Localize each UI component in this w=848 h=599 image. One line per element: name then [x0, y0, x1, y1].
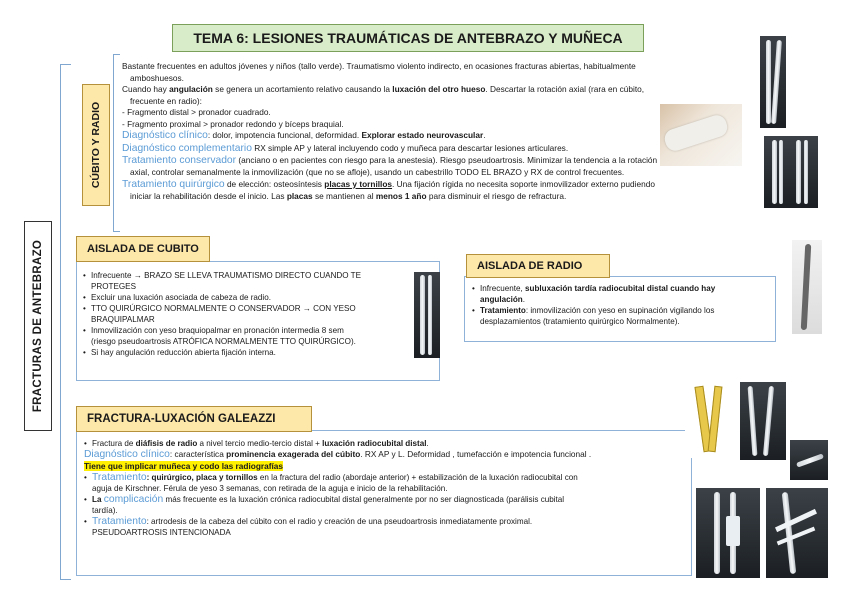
paragraph: Diagnóstico clínico: dolor, impotencia funcional, deformidad. Explorar estado neurovascular.	[122, 130, 486, 141]
cubito-radio-label-box	[82, 84, 110, 206]
paragraph: Tratamiento quirúrgico de elección: osteosíntesis placas y tornillos. Una fijación rígida no necesita soporte inmovilizador externo pudiendo	[122, 179, 655, 190]
xray-image-cubito	[414, 272, 440, 358]
galeazzi-diagram	[685, 384, 737, 458]
page-title	[172, 24, 644, 52]
xray-image-forearm-1	[760, 36, 786, 128]
paragraph: axial, controlar semanalmente la inmovilización (que no se afloje), usando un cabestrillo TODO EL BRAZO y RX de control frecuentes.	[130, 166, 625, 177]
paragraph: - Fragmento distal > pronador cuadrado.	[122, 107, 271, 117]
galeazzi-content	[84, 438, 591, 538]
list-item: • Infrecuente → BRAZO SE LLEVA TRAUMATISMO DIRECTO CUANDO TE PROTEGES	[83, 270, 361, 292]
page-title-text: TEMA 6: LESIONES TRAUMÁTICAS DE ANTEBRAZO Y MUÑECA	[193, 30, 623, 46]
paragraph: Tratamiento conservador (anciano o en pacientes con riesgo para la anestesia). Riesgo pseudoartrosis. Minimizar la tendencia a la rotación	[122, 155, 658, 166]
paragraph: Cuando hay angulación se genera un acortamiento relativo causando la luxación del otro hueso. Descartar la rotación axial (rara en cúbito,	[122, 84, 645, 94]
list-item: • Excluir una luxación asociada de cabeza de radio.	[83, 292, 361, 303]
paragraph: Diagnóstico complementario RX simple AP y lateral incluyendo codo y muñeca para descartar lesiones articulares.	[122, 142, 569, 154]
paragraph: Bastante frecuentes en adultos jóvenes y niños (tallo verde). Traumatismo violento indirecto, en ocasiones fracturas abiertas, habitualmente	[122, 61, 636, 71]
paragraph: frecuente en radio):	[130, 95, 202, 106]
side-label: FRACTURAS DE ANTEBRAZO	[32, 239, 44, 413]
main-brace	[60, 64, 71, 580]
list-item: • Fractura de diáfisis de radio a nivel tercio medio-tercio distal + luxación radiocubital distal.	[84, 438, 591, 449]
galeazzi-header: FRACTURA-LUXACIÓN GALEAZZI	[76, 406, 312, 432]
cast-photo	[660, 104, 742, 166]
list-item: • Inmovilización con yeso braquiopalmar en pronación intermedia 8 sem (riesgo pseudoartrosis ATRÓFICA NORMALMENTE TTO QUIRÚRGICO).	[83, 325, 361, 347]
xray-image-galeazzi-2	[790, 440, 828, 480]
aislada-cubito-list	[83, 270, 361, 358]
xray-image-galeazzi-4	[766, 488, 828, 578]
aislada-radio-header: AISLADA DE RADIO	[466, 254, 610, 278]
paragraph: Diagnóstico clínico: característica prominencia exagerada del cúbito. RX AP y L. Deformidad , tumefacción e impotencia funcional .	[84, 449, 592, 460]
list-item: • Tratamiento: inmovilización con yeso en supinación vigilando los desplazamientos (tratamiento quirúrgico Normalmente).	[472, 305, 715, 327]
aislada-radio-list	[472, 283, 715, 327]
list-item: • Infrecuente, subluxación tardía radiocubital distal cuando hay angulación.	[472, 283, 715, 305]
paragraph: amboshuesos.	[130, 72, 184, 83]
list-item: • TTO QUIRÚRGICO NORMALMENTE O CONSERVADOR → CON YESO BRAQUIPALMAR	[83, 303, 361, 325]
xray-image-galeazzi-3	[696, 488, 760, 578]
side-label-box	[24, 221, 52, 431]
xray-image-galeazzi-1	[740, 382, 786, 460]
list-item: • Tratamiento: artrodesis de la cabeza del cúbito con el radio y creación de una pseudoartrosis inmediatamente proximal. PSEUDOARTROSIS INTENCIONADA	[84, 516, 591, 538]
xray-image-radio	[792, 240, 822, 334]
list-item: • Si hay angulación reducción abierta fijación interna.	[83, 347, 361, 358]
paragraph	[84, 461, 591, 473]
paragraph: - Fragmento proximal > pronador redondo y bíceps braquial.	[122, 118, 344, 129]
paragraph: iniciar la rehabilitación desde el inicio. Las placas se mantienen al menos 1 año para disminuir el riesgo de refractura.	[130, 190, 567, 201]
aislada-cubito-header: AISLADA DE CUBITO	[76, 236, 210, 262]
xray-image-forearm-2	[764, 136, 818, 208]
list-item: • Tratamiento: quirúrgico, placa y tornillos en la fractura del radio (abordaje anterior) + estabilización de la luxación radiocubital con aguja de Kirschner. Férula de yeso 3 semanas, con retirada de la aguja e inicio de la rehabilitación.	[84, 472, 591, 494]
cubito-brace	[113, 54, 120, 232]
highlighted-note: Tiene que implicar muñeca y codo las radiografías	[84, 460, 284, 471]
list-item: • La complicación más frecuente es la luxación crónica radiocubital distal generalmente por no ser diagnosticada (parálisis cubital tardía).	[84, 494, 591, 516]
cubito-radio-label: CÚBITO Y RADIO	[90, 101, 103, 189]
